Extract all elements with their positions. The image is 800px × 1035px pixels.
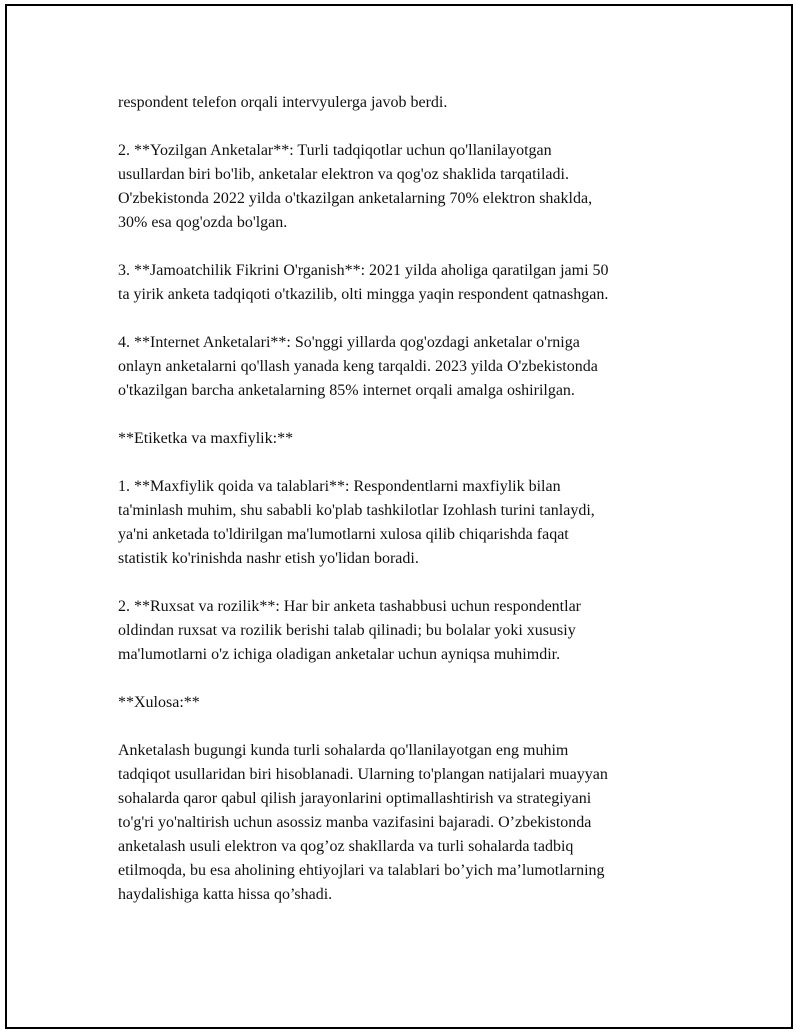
paragraph-written-surveys: 2. **Yozilgan Anketalar**: Turli tadqiqotlar uchun qo'llanilayotgan usullardan biri bo'lib, anketalar elektron va qog'oz shaklida tarqatiladi. O'zbekistonda 2022 yilda o'tkazilgan anketalarning 70% elektron shaklda, 30% esa qog'ozda bo'lgan. [118, 142, 593, 231]
paragraph-public-opinion: 3. **Jamoatchilik Fikrini O'rganish**: 2021 yilda aholiga qaratilgan jami 50 ta yirik anketa tadqiqoti o'tkazilib, olti mingga yaqin respondent qatnashgan. [118, 262, 609, 303]
document-body [118, 91, 718, 907]
paragraph-conclusion: Anketalash bugungi kunda turli sohalarda qo'llanilayotgan eng muhim tadqiqot usullaridan biri hisoblanadi. Ularning to'plangan natijalari muayyan sohalarda qaror qabul qilish jarayonlarini optimallashtirish va strategiyani to'g'ri yo'naltirish uchun asossiz manba vazifasini bajaradi. O’zbekistonda anketalash usuli elektron va qog’oz shakllarda va turli sohalarda tadbiq etilmoqda, bu esa aholining ehtiyojlari va talablari bo’yich ma’lumotlarning haydalishiga katta hissa qo’shadi. [118, 742, 608, 903]
heading-ethics-privacy: **Etiketka va maxfiylik:** [118, 430, 294, 447]
paragraph-intro-continuation: respondent telefon orqali intervyulerga javob berdi. [118, 94, 448, 111]
heading-conclusion: **Xulosa:** [118, 694, 200, 711]
paragraph-consent: 2. **Ruxsat va rozilik**: Har bir anketa tashabbusi uchun respondentlar oldindan ruxsat va rozilik berishi talab qilinadi; bu bolalar yoki xususiy ma'lumotlarni o'z ichiga oladigan anketalar uchun ayniqsa muhimdir. [118, 598, 581, 663]
paragraph-privacy-rules: 1. **Maxfiylik qoida va talablari**: Respondentlarni maxfiylik bilan ta'minlash muhim, shu sababli ko'plab tashkilotlar Izohlash turini tanlaydi, ya'ni anketada to'ldirilgan ma'lumotlarni xulosa qilib chiqarishda faqat statistik ko'rinishda nashr etish yo'lidan boradi. [118, 478, 595, 567]
paragraph-internet-surveys: 4. **Internet Anketalari**: So'nggi yillarda qog'ozdagi anketalar o'rniga onlayn anketalarni qo'llash yanada keng tarqaldi. 2023 yilda O'zbekistonda o'tkazilgan barcha anketalarning 85% internet orqali amalga oshirilgan. [118, 334, 598, 399]
